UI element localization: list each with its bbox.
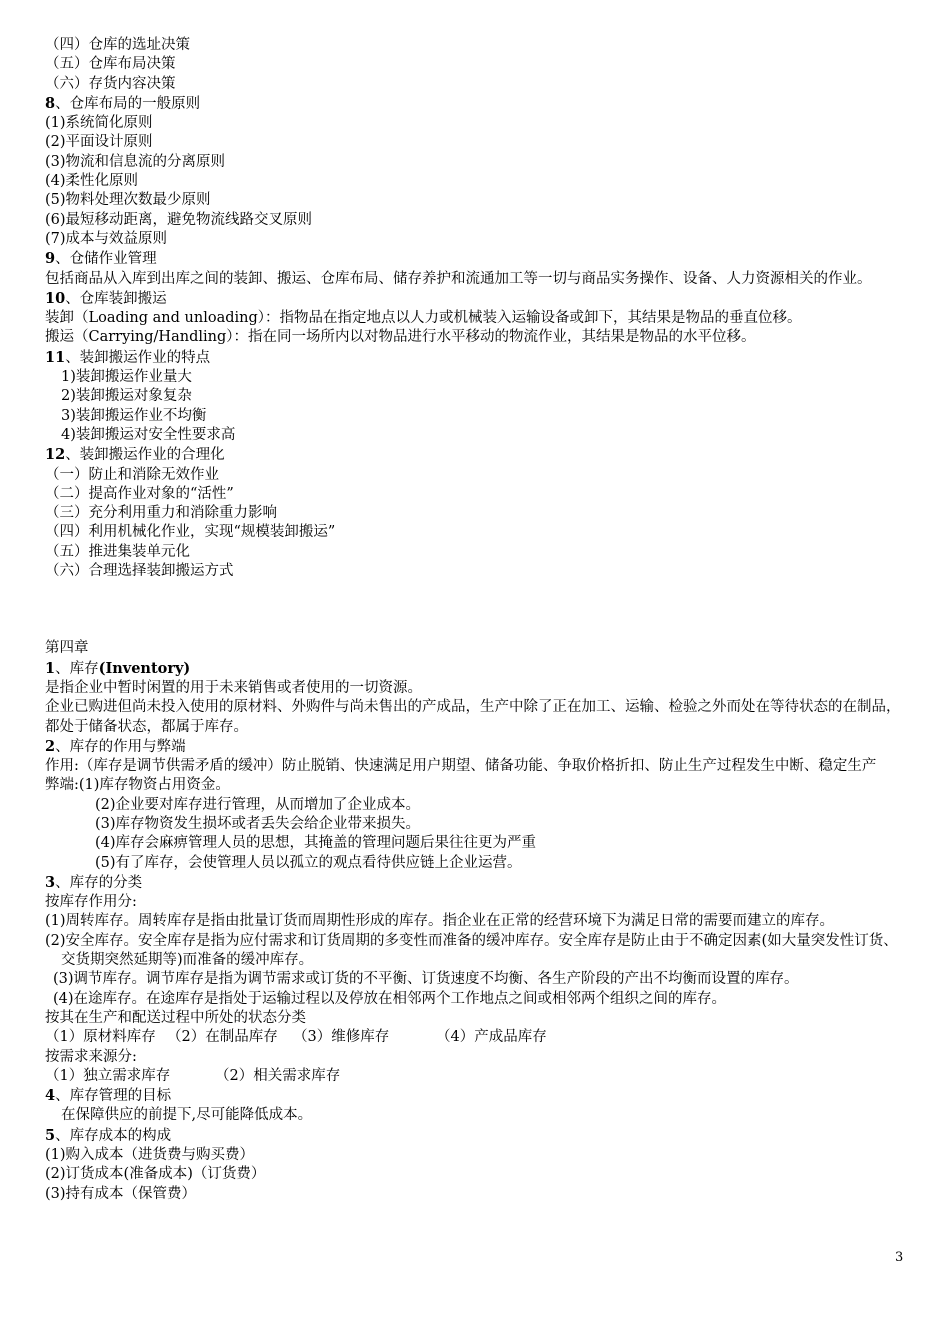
heading-c1-english: (Inventory) — [98, 659, 191, 677]
heading-c3-number: 3 — [45, 873, 56, 891]
heading-c2-number: 2 — [45, 737, 56, 755]
feature-3: 3)装卸搬运作业不均衡 — [61, 407, 207, 424]
feature-2: 2)装卸搬运对象复杂 — [61, 388, 192, 405]
classification-by-state: 按其在生产和配送过程中所处的状态分类 — [45, 1009, 306, 1026]
cost-item-2: (2)订货成本(准备成本)（订货费） — [45, 1166, 266, 1183]
principle-1: (1)系统简化原则 — [45, 115, 153, 132]
state-item-1: （1）原材料库存 — [45, 1029, 156, 1046]
drawback-3: (3)库存物资发生损坏或者丢失会给企业带来损失。 — [95, 815, 421, 832]
drawback-4: (4)库存会麻痹管理人员的思想，其掩盖的管理问题后果往往更为严重 — [95, 835, 537, 852]
heading-11-text: 、装卸搬运作业的特点 — [65, 349, 211, 366]
document-page — [45, 36, 907, 1204]
heading-c5-text: 、库存成本的构成 — [55, 1127, 172, 1144]
heading-c4-number: 4 — [45, 1087, 56, 1105]
state-item-4: （4）产成品库存 — [436, 1029, 547, 1046]
cycle-stock: (1)周转库存。周转库存是指由批量订货而周期性形成的库存。指企业在正常的经营环境下为满足日常的需要而建立的库存。 — [45, 913, 835, 930]
heading-11 — [45, 348, 907, 368]
feature-1: 1)装卸搬运作业量大 — [61, 369, 192, 386]
safety-stock: (2)安全库存。安全库存是指为应付需求和订货周期的多变性而准备的缓冲库存。安全库存是防止由于不确定因素(如大量突发性订货、交货期突然延期等)而准备的缓冲库存。 — [45, 932, 898, 969]
rationalization-6: （六）合理选择装卸搬运方式 — [45, 563, 234, 580]
cost-item-3: (3)持有成本（保管费） — [45, 1185, 197, 1202]
principle-3: (3)物流和信息流的分离原则 — [45, 153, 226, 170]
heading-10 — [45, 289, 907, 309]
cost-item-1: (1)购入成本（进货费与购买费） — [45, 1147, 255, 1164]
demand-item-2: （2）相关需求库存 — [215, 1067, 341, 1084]
rationalization-4: （四）利用机械化作业，实现“规模装卸搬运” — [45, 524, 336, 541]
heading-8-number: 8 — [45, 94, 56, 112]
heading-8 — [45, 94, 907, 114]
inventory-role: 作用:（库存是调节供需矛盾的缓冲）防止脱销、快速满足用户期望、储备功能、争取价格折扣、防止生产过程发生中断、稳定生产 — [45, 758, 877, 775]
heading-c5-number: 5 — [45, 1126, 56, 1144]
demand-items — [45, 1067, 907, 1086]
page-number: 3 — [895, 1250, 904, 1265]
decision-item-6: （六）存货内容决策 — [45, 75, 176, 92]
heading-c1-number: 1 — [45, 659, 56, 677]
decision-item-5: （五）仓库布局决策 — [45, 56, 176, 73]
heading-12-number: 12 — [45, 446, 66, 464]
state-item-3: （3）维修库存 — [293, 1029, 390, 1046]
drawback-5: (5)有了库存，会使管理人员以孤立的观点看待供应链上企业运营。 — [95, 854, 522, 871]
in-transit-stock: (4)在途库存。在途库存是指处于运输过程以及停放在相邻两个工作地点之间或相邻两个组织之间的库存。 — [53, 990, 727, 1007]
handling-definition: 搬运（Carrying/Handling）：指在同一场所内以对物品进行水平移动的物流作业，其结果是物品的水平位移。 — [45, 329, 756, 346]
loading-definition: 装卸（Loading and unloading）：指物品在指定地点以人力或机械装入运输设备或卸下，其结果是物品的垂直位移。 — [45, 310, 802, 327]
heading-c3-text: 、库存的分类 — [55, 874, 143, 891]
heading-c4-text: 、库存管理的目标 — [55, 1088, 172, 1105]
state-item-2: （2）在制品库存 — [167, 1029, 278, 1046]
demand-item-1: （1）独立需求库存 — [45, 1067, 171, 1084]
principle-5: (5)物料处理次数最少原则 — [45, 192, 211, 209]
heading-9-text: 、仓储作业管理 — [55, 251, 157, 268]
heading-9-number: 9 — [45, 250, 56, 268]
classification-by-demand: 按需求来源分: — [45, 1048, 137, 1065]
principle-7: (7)成本与效益原则 — [45, 230, 168, 247]
inventory-definition: 是指企业中暂时闲置的用于未来销售或者使用的一切资源。 — [45, 679, 422, 696]
principle-2: (2)平面设计原则 — [45, 134, 153, 151]
heading-10-number: 10 — [45, 289, 66, 307]
regulating-stock: (3)调节库存。调节库存是指为调节需求或订货的不平衡、订货速度不均衡、各生产阶段的产出不均衡而设置的库存。 — [53, 971, 799, 988]
heading-10-text: 、仓库装卸搬运 — [65, 290, 167, 307]
rationalization-1: （一）防止和消除无效作业 — [45, 466, 219, 483]
heading-c1-text: 、库存 — [55, 660, 99, 677]
rationalization-2: （二）提高作业对象的“活性” — [45, 485, 234, 502]
drawback-2: (2)企业要对库存进行管理，从而增加了企业成本。 — [95, 796, 421, 813]
rationalization-3: （三）充分利用重力和消除重力影响 — [45, 505, 277, 522]
principle-6: (6)最短移动距离，避免物流线路交叉原则 — [45, 211, 313, 228]
paragraph-9: 包括商品从入库到出库之间的装卸、搬运、仓库布局、储存养护和流通加工等一切与商品实务操作、设备、人力资源相关的作业。 — [45, 270, 872, 287]
heading-12-text: 、装卸搬运作业的合理化 — [65, 447, 225, 464]
heading-c5 — [45, 1126, 907, 1146]
heading-12 — [45, 445, 907, 465]
heading-c4 — [45, 1086, 907, 1106]
decision-item-4: （四）仓库的选址决策 — [45, 37, 190, 53]
drawback-1: 弊端:(1)库存物资占用资金。 — [45, 777, 230, 794]
heading-8-text: 、仓库布局的一般原则 — [55, 95, 201, 112]
chapter-title: 第四章 — [45, 640, 89, 657]
state-items — [45, 1028, 907, 1047]
heading-11-number: 11 — [45, 348, 66, 366]
heading-c2 — [45, 737, 907, 757]
management-goal: 在保障供应的前提下,尽可能降低成本。 — [61, 1107, 313, 1124]
heading-c2-text: 、库存的作用与弊端 — [55, 738, 186, 755]
heading-c1 — [45, 659, 907, 679]
principle-4: (4)柔性化原则 — [45, 173, 139, 190]
section-gap — [45, 581, 907, 639]
inventory-explanation: 企业已购进但尚未投入使用的原材料、外购件与尚未售出的产成品，生产中除了正在加工、运输、检验之外而处在等待状态的在制品，都处于储备状态，都属于库存。 — [45, 699, 901, 735]
rationalization-5: （五）推进集装单元化 — [45, 543, 190, 560]
heading-c3 — [45, 873, 907, 893]
classification-by-role: 按库存作用分: — [45, 894, 137, 911]
heading-9 — [45, 249, 907, 269]
feature-4: 4)装卸搬运对安全性要求高 — [61, 426, 236, 443]
